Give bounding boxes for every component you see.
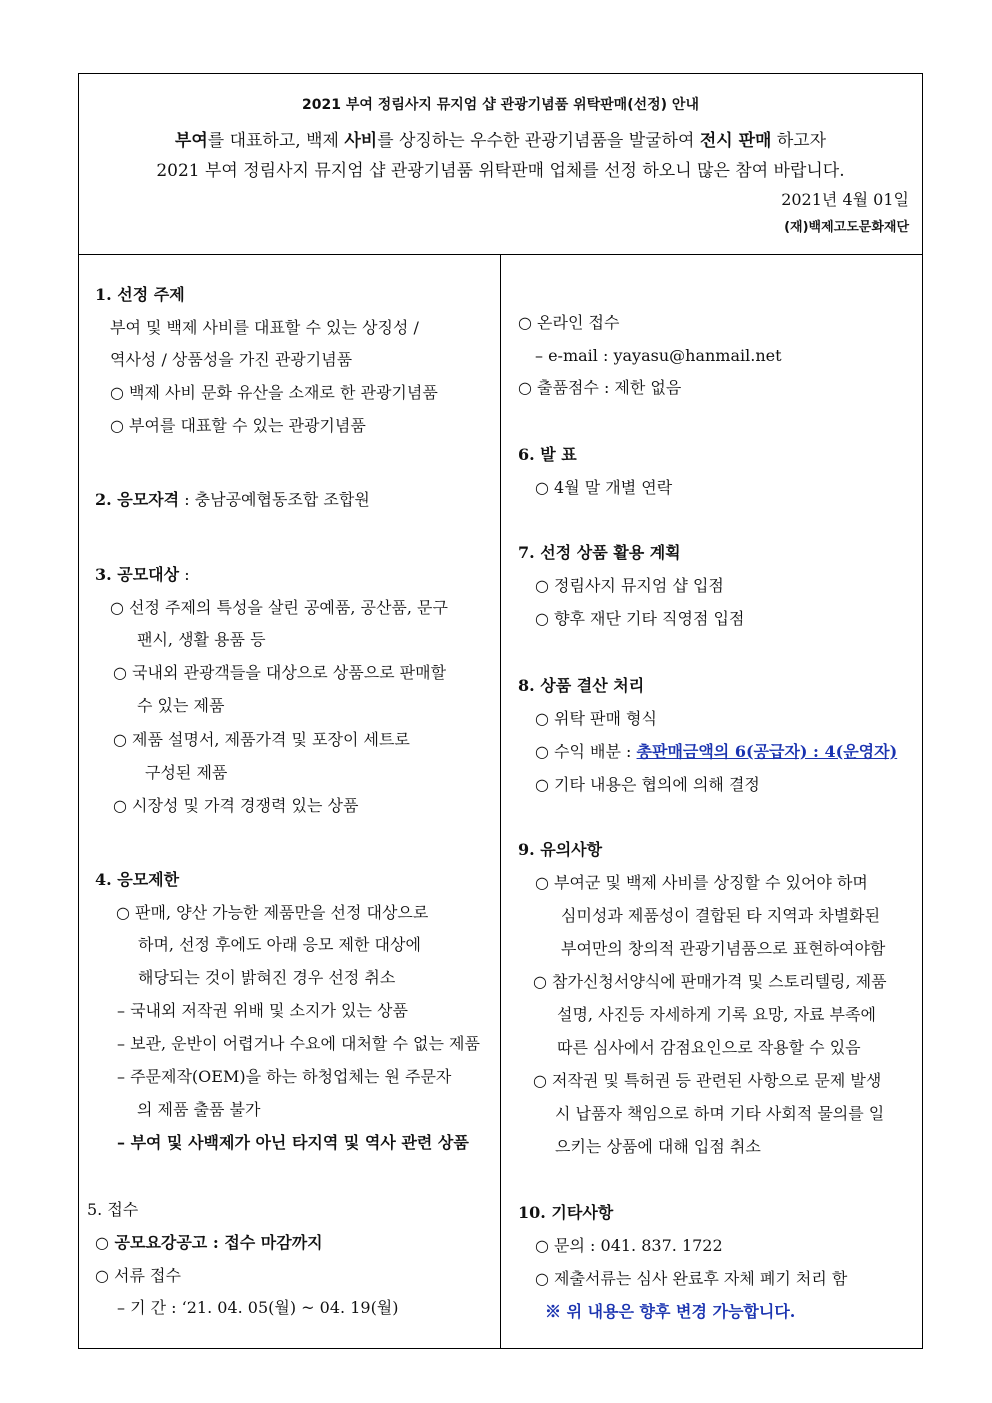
section-4-title: 4. 응모제한 <box>95 870 180 889</box>
list-item: ○ 시장성 및 가격 경쟁력 있는 상품 <box>113 796 359 815</box>
list-item: ○ 참가신청서양식에 판매가격 및 스토리텔링, 제품 <box>533 972 887 991</box>
list-item: ○ 국내외 관광객들을 대상으로 상품으로 판매할 <box>113 663 447 682</box>
email-contact: – e-mail : yayasu@hanmail.net <box>535 346 782 365</box>
list-item: 구성된 제품 <box>145 763 228 782</box>
list-item: 으키는 상품에 대해 입점 취소 <box>555 1137 761 1156</box>
section-2-title <box>95 490 370 510</box>
list-item: 의 제품 출품 불가 <box>137 1100 261 1119</box>
list-item: ○ 기타 내용은 협의에 의해 결정 <box>535 775 760 794</box>
list-item: 팬시, 생활 용품 등 <box>137 630 266 649</box>
section-8-title: 8. 상품 결산 처리 <box>518 676 645 695</box>
list-item: 따른 심사에서 감점요인으로 작용할 수 있음 <box>557 1038 861 1057</box>
list-item: ○ 4월 말 개별 연락 <box>535 478 673 497</box>
list-item: 역사성 / 상품성을 가진 관광기념품 <box>110 350 353 369</box>
list-item: ○ 제출서류는 심사 완료후 자체 폐기 처리 함 <box>535 1269 848 1288</box>
list-item: – 기 간 : ‘21. 04. 05(월) ~ 04. 19(월) <box>117 1298 399 1317</box>
revenue-share-label: ○ 수익 배분 : <box>535 742 637 761</box>
section-2-heading: 2. 응모자격 <box>95 490 180 509</box>
intro-text: 하고자 <box>771 131 827 151</box>
revenue-share-value: 총판매금액의 6(공급자) : 4(운영자) <box>636 742 898 761</box>
revenue-share-line <box>535 742 897 762</box>
section-3-heading: 3. 공모대상 <box>95 565 180 584</box>
list-item: ○ 정림사지 뮤지엄 샵 입점 <box>535 576 724 595</box>
list-item: 시 납품자 책임으로 하며 기타 사회적 물의를 일 <box>555 1104 885 1123</box>
section-2-value: : 충남공예협동조합 조합원 <box>179 490 370 509</box>
intro-line-2: 2021 부여 정림사지 뮤지엄 샵 관광기념품 위탁판매 업체를 선정 하오니 많은 참여 바랍니다. <box>156 161 845 181</box>
list-item: ○ 서류 접수 <box>95 1266 181 1285</box>
list-item: – 보관, 운반이 어렵거나 수요에 대처할 수 없는 제품 <box>117 1034 480 1053</box>
list-item: – 부여 및 사백제가 아닌 타지역 및 역사 관련 상품 <box>117 1133 469 1152</box>
list-item: ○ 향후 재단 기타 직영점 입점 <box>535 609 745 628</box>
list-item: ○ 위탁 판매 형식 <box>535 709 657 728</box>
list-item: 설명, 사진등 자세하게 기록 요망, 자료 부족에 <box>557 1005 876 1024</box>
list-item: ○ 판매, 양산 가능한 제품만을 선정 대상으로 <box>116 903 429 922</box>
notice-header <box>79 74 922 255</box>
section-9-title: 9. 유의사항 <box>518 840 603 859</box>
list-item: ○ 백제 사비 문화 유산을 소재로 한 관광기념품 <box>110 383 438 402</box>
section-6-title: 6. 발 표 <box>518 445 577 464</box>
list-item: ○ 부여를 대표할 수 있는 관광기념품 <box>110 416 366 435</box>
column-divider <box>500 255 501 1348</box>
list-item: ○ 부여군 및 백제 사비를 상징할 수 있어야 하며 <box>535 873 868 892</box>
section-3-colon: : <box>179 565 190 584</box>
intro-emph-exhibit: 전시 판매 <box>699 131 772 151</box>
list-item: 심미성과 제품성이 결합된 타 지역과 차별화된 <box>561 906 881 925</box>
section-1-title: 1. 선정 주제 <box>95 285 185 304</box>
list-item: ○ 선정 주제의 특성을 살린 공예품, 공산품, 문구 <box>110 598 448 617</box>
change-notice: ※ 위 내용은 향후 변경 가능합니다. <box>545 1302 796 1321</box>
intro-emph-sabi: 사비 <box>344 131 378 151</box>
list-item: 수 있는 제품 <box>137 696 225 715</box>
list-item: ○ 출품점수 : 제한 없음 <box>518 378 682 397</box>
intro-emph-buyeo: 부여 <box>174 131 208 151</box>
intro-text: 를 대표하고, 백제 <box>207 131 345 151</box>
section-5-title: 5. 접수 <box>87 1200 139 1219</box>
list-item: ○ 공모요강공고 : 접수 마감까지 <box>95 1233 323 1252</box>
list-item: 해당되는 것이 밝혀진 경우 선정 취소 <box>138 968 396 987</box>
list-item: – 주문제작(OEM)을 하는 하청업체는 원 주문자 <box>117 1067 452 1086</box>
notice-date: 2021년 4월 01일 <box>781 190 909 209</box>
list-item: ○ 저작권 및 특허권 등 관련된 사항으로 문제 발생 <box>533 1071 882 1090</box>
contact-phone: ○ 문의 : 041. 837. 1722 <box>535 1236 723 1255</box>
section-7-title: 7. 선정 상품 활용 계획 <box>518 543 681 562</box>
list-item: 부여 및 백제 사비를 대표할 수 있는 상징성 / <box>110 318 419 337</box>
list-item: – 국내외 저작권 위배 및 소지가 있는 상품 <box>117 1001 408 1020</box>
intro-line-1 <box>79 126 922 151</box>
list-item: ○ 제품 설명서, 제품가격 및 포장이 세트로 <box>113 730 410 749</box>
list-item: 부여만의 창의적 관광기념품으로 표현하여야함 <box>561 939 886 958</box>
intro-text: 를 상징하는 우수한 관광기념품을 발굴하여 <box>377 131 700 151</box>
list-item: ○ 온라인 접수 <box>518 313 620 332</box>
section-10-title: 10. 기타사항 <box>518 1203 614 1222</box>
organization-name: (재)백제고도문화재단 <box>784 220 909 235</box>
notice-title: 2021 부여 정림사지 뮤지엄 샵 관광기념품 위탁판매(선정) 안내 <box>302 97 699 113</box>
section-3-title <box>95 565 190 585</box>
list-item: 하며, 선정 후에도 아래 응모 제한 대상에 <box>138 935 421 954</box>
